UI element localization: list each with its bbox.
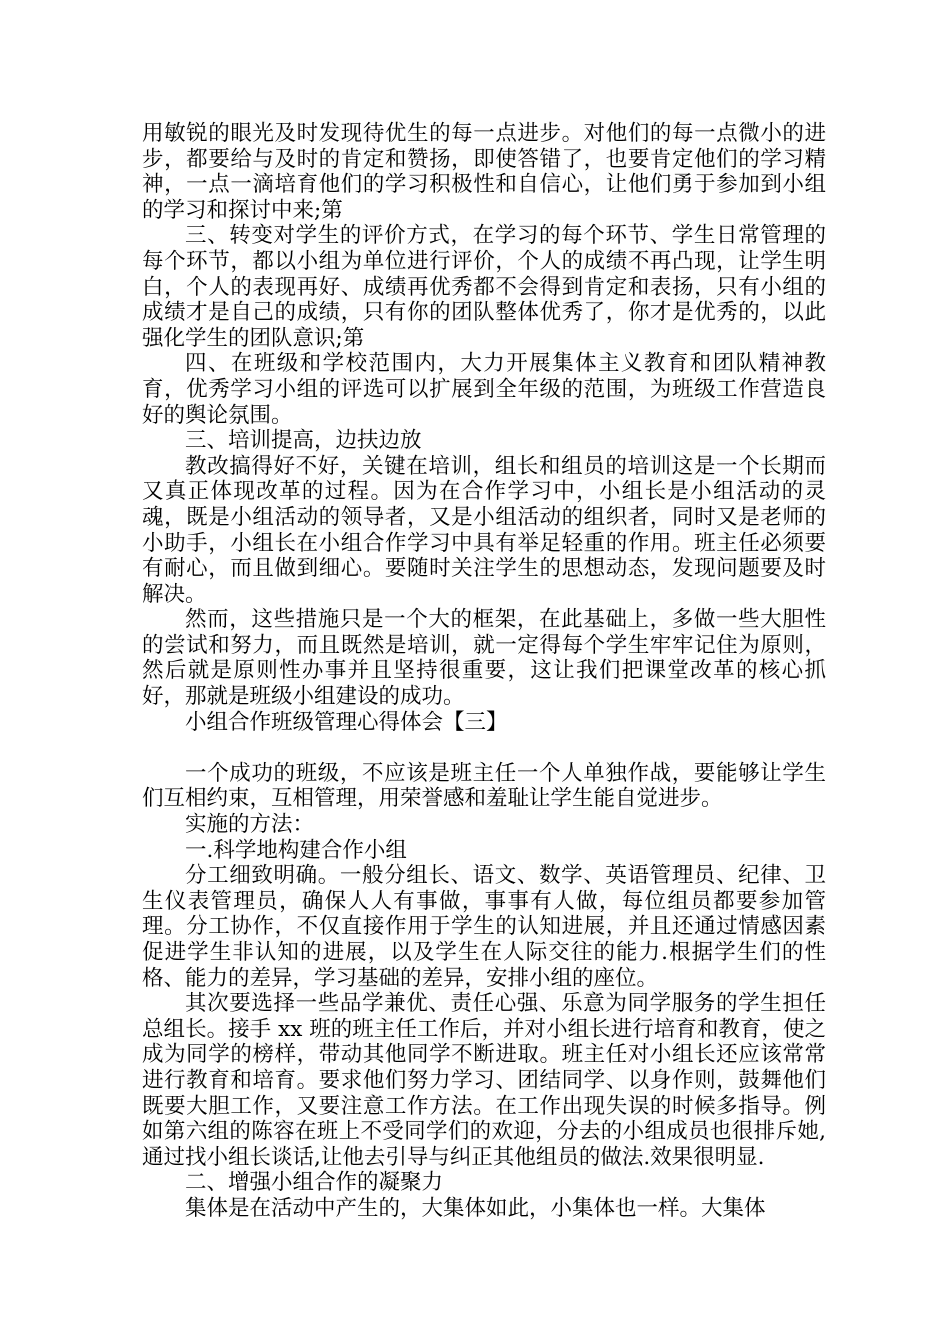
methods-label: 实施的方法： bbox=[185, 812, 315, 838]
paragraph-6: 一个成功的班级，不应该是班主任一个人单独作战，要能够让学生们互相约束，互相管理，用荣誉感和羞耻让学生能自觉进步。 bbox=[142, 760, 826, 812]
blank-line bbox=[142, 735, 826, 761]
paragraph-9: 集体是在活动中产生的，大集体如此，小集体也一样。大集体 bbox=[185, 1195, 766, 1221]
paragraph-7: 分工细致明确。一般分组长、语文、数学、英语管理员、纪律、卫生仪表管理员，确保人人有事做，事事有人做，每位组员都要参加管理。分工协作，不仅直接作用于学生的认知进展，并且还通过情感因素促进学生非认知的进展，以及学生在人际交往的能力.根据学生们的性格、能力的差异，学习基础的差异，安排小组的座位。 bbox=[142, 863, 826, 991]
paragraph-8: 其次要选择一些品学兼优、责任心强、乐意为同学服务的学生担任总组长。接手 xx 班的班主任工作后，并对小组长进行培育和教育，使之成为同学的榜样，带动其他同学不断进取。班主任对小组长还应该常常进行教育和培育。要求他们努力学习、团结同学、以身作则，鼓舞他们既要大胆工作，又要注意工作方法。在工作出现失误的时候多指导。例如第六组的陈容在班上不受同学们的欢迎，分去的小组成员也很排斥她,通过找小组长谈话,让他去引导与纠正其他组员的做法.效果很明显. bbox=[142, 991, 826, 1170]
paragraph-3: 四、在班级和学校范围内，大力开展集体主义教育和团队精神教育，优秀学习小组的评选可以扩展到全年级的范围，为班级工作营造良好的舆论氛围。 bbox=[142, 351, 826, 428]
paragraph-1: 用敏锐的眼光及时发现待优生的每一点进步。对他们的每一点微小的进步，都要给与及时的肯定和赞扬，即使答错了，也要肯定他们的学习精神，一点一滴培育他们的学习积极性和自信心，让他们勇于参加到小组的学习和探讨中来;第 bbox=[142, 121, 826, 223]
section-heading-2: 二、增强小组合作的凝聚力 bbox=[185, 1170, 444, 1196]
document-page bbox=[142, 121, 826, 1222]
paragraph-5: 然而，这些措施只是一个大的框架，在此基础上，多做一些大胆性的尝试和努力，而且既然是培训，就一定得每个学生牢牢记住为原则，然后就是原则性办事并且坚持很重要，这让我们把课堂改革的核心抓好，那就是班级小组建设的成功。 bbox=[142, 607, 826, 710]
section-heading-3: 三、培训提高，边扶边放 bbox=[185, 428, 422, 454]
paragraph-2: 三、转变对学生的评价方式，在学习的每个环节、学生日常管理的每个环节，都以小组为单位进行评价，个人的成绩不再凸现，让学生明白，个人的表现再好、成绩再优秀都不会得到肯定和表扬，只有小组的成绩才是自己的成绩，只有你的团队整体优秀了，你才是优秀的，以此强化学生的团队意识;第 bbox=[142, 223, 826, 351]
section-heading-1: 一.科学地构建合作小组 bbox=[185, 837, 407, 863]
article-title: 小组合作班级管理心得体会【三】 bbox=[185, 709, 508, 735]
paragraph-4: 教改搞得好不好，关键在培训，组长和组员的培训这是一个长期而又真正体现改革的过程。因为在合作学习中，小组长是小组活动的灵魂，既是小组活动的领导者，又是小组活动的组织者，同时又是老师的小助手，小组长在小组合作学习中具有举足轻重的作用。班主任必须要有耐心，而且做到细心。要随时关注学生的思想动态，发现问题要及时解决。 bbox=[142, 453, 826, 607]
